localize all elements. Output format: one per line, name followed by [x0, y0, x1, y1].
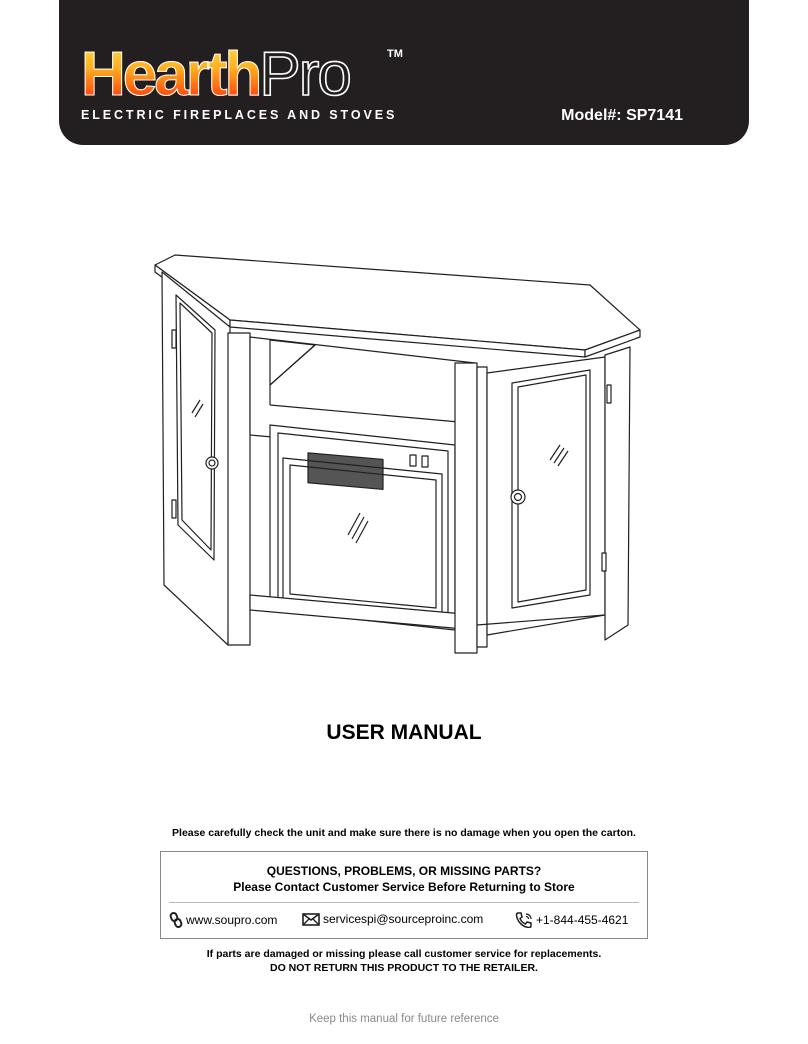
phone-icon	[515, 912, 533, 928]
brand-tagline: ELECTRIC FIREPLACES AND STOVES	[81, 108, 398, 122]
return-warning: DO NOT RETURN THIS PRODUCT TO THE RETAILER.	[270, 962, 538, 974]
support-heading: QUESTIONS, PROBLEMS, OR MISSING PARTS?	[266, 864, 542, 878]
check-notice: Please carefully check the unit and make sure there is no damage when you open the carton.	[172, 827, 636, 839]
phone-contact[interactable]	[515, 912, 628, 928]
model-number: Model#: SP7141	[561, 107, 683, 124]
trademark: TM	[387, 48, 403, 60]
brand-logo-pro: Pro	[259, 40, 350, 109]
support-subheading: Please Contact Customer Service Before Returning to Store	[233, 880, 575, 894]
damage-note: If parts are damaged or missing please call customer service for replacements.	[206, 948, 602, 960]
email-link[interactable]: servicespi@sourceproinc.com	[323, 912, 484, 926]
footer-note: Keep this manual for future reference	[309, 1013, 499, 1025]
support-divider	[169, 902, 639, 903]
brand-logo	[81, 40, 350, 109]
support-box	[160, 851, 648, 939]
link-icon	[169, 912, 183, 928]
header-banner	[59, 0, 749, 145]
brand-logo-hearth: Hearth	[81, 40, 260, 109]
envelope-icon	[302, 913, 320, 926]
website-contact[interactable]	[169, 912, 277, 928]
fireplace-cabinet-illustration	[150, 245, 650, 665]
manual-title: USER MANUAL	[326, 721, 482, 744]
phone-number[interactable]: +1-844-455-4621	[536, 913, 629, 927]
email-contact[interactable]	[302, 912, 483, 926]
website-link[interactable]: www.soupro.com	[186, 913, 278, 927]
